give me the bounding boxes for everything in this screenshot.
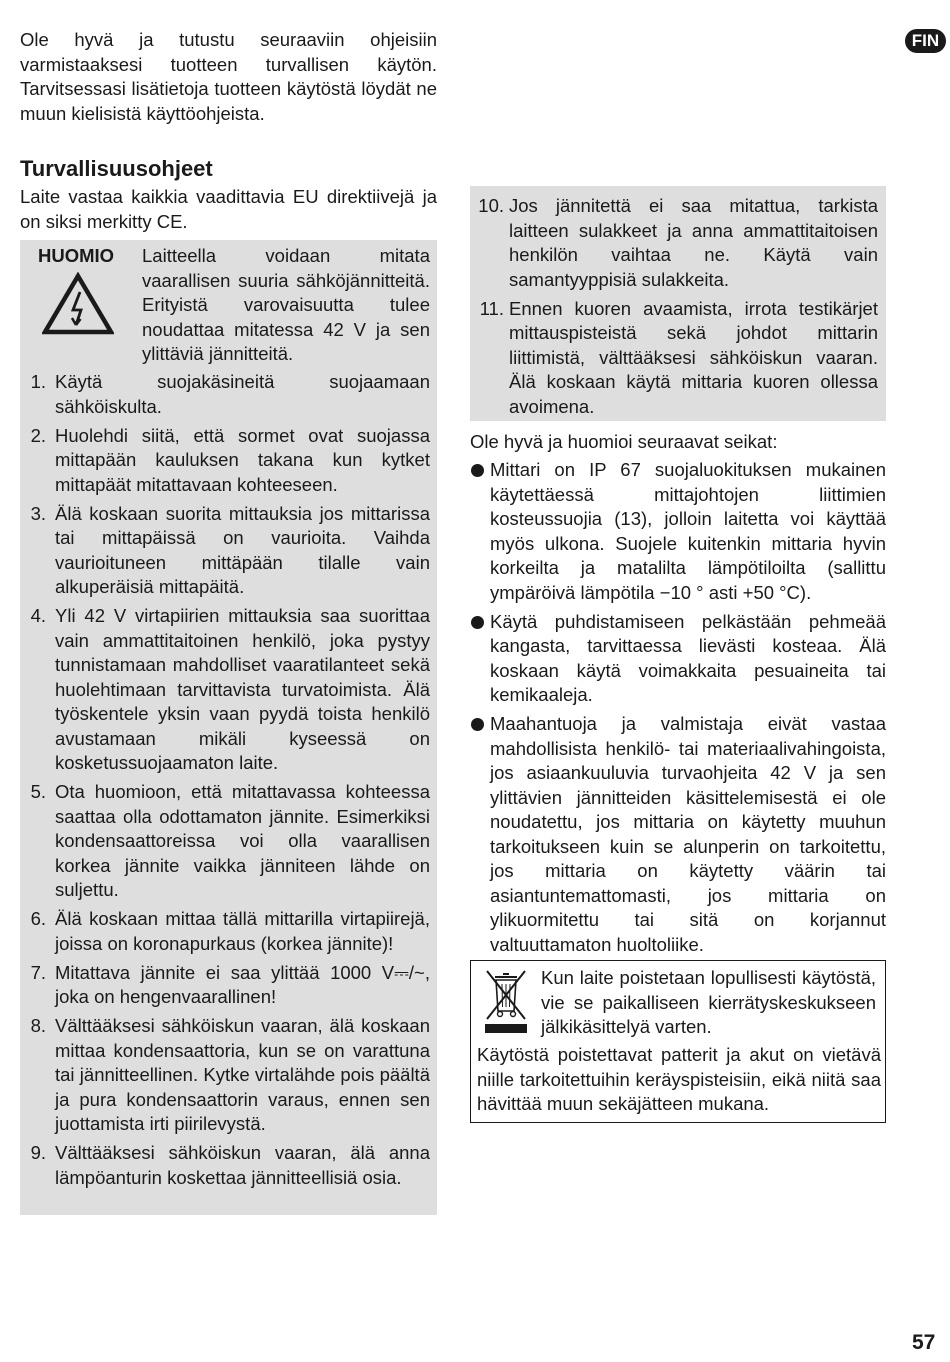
list-item: 8. Välttääksesi sähköiskun vaaran, älä koskaan mittaa kondensaattoria, kun se on varattuna tai jännitteellinen. Kytke virtalähde pois päältä ja pura kondensaattorin varaus, ennen sen juottamista irti piirilevystä. bbox=[30, 1015, 430, 1134]
list-item: 5. Ota huomioon, että mitattavassa kohteessa saattaa olla odottamaton jännite. Esimerkiksi kondensaattoreissa voi olla vaarallisen korkea jännite vaikka jänniteen lähde on suljettu. bbox=[30, 781, 430, 900]
safety-intro: Laite vastaa kaikkia vaadittavia EU direktiivejä ja on siksi merkitty CE. bbox=[20, 186, 437, 232]
list-item: Mittari on IP 67 suojaluokituksen mukainen käytettäessä mittajohtojen liittimien kosteussuojia (13), jolloin laitetta voi käyttää myös ulkona. Suojele kuitenkin mittaria hyvin korkeilta ja matalilta lämpötiloilta (sallittu ympäröivä lämpötila −10 ° asti +50 °C). bbox=[470, 458, 886, 605]
high-voltage-warning-icon bbox=[42, 272, 114, 336]
safety-box-right bbox=[470, 186, 886, 421]
disposal-text: Kun laite poistetaan lopullisesti käytöstä, vie se paikalliseen kierrätyskeskukseen jälkikäsittelyä varten. bbox=[541, 967, 876, 1037]
language-badge: FIN bbox=[905, 29, 946, 53]
list-item: 4. Yli 42 V virtapiirien mittauksia saa suorittaa vain ammattitaitoinen henkilö, joka pystyy tunnistamaan mahdolliset vaaratilanteet sekä huolehtimaan tarvittavista turvatoimista. Älä työskentele yksin vaan pyydä toista henkilö avustamaan mikäli kyseessä on kosketussuojaamaton laite. bbox=[30, 605, 430, 773]
intro-paragraph: Ole hyvä ja tutustu seuraaviin ohjeisiin varmistaaksesi tuotteen turvallisen käytön. Tarvitsessasi lisätietoja tuotteen käytöstä löydät ne muun kielisistä käyttöohjeista. bbox=[20, 29, 437, 124]
safety-list-left bbox=[24, 370, 430, 1195]
notes-intro: Ole hyvä ja huomioi seuraavat seikat: bbox=[470, 431, 778, 452]
section-title: Turvallisuusohjeet bbox=[20, 156, 213, 181]
list-item: 1. Käytä suojakäsineitä suojaamaan sähköiskulta. bbox=[30, 371, 430, 417]
warning-text: Laitteella voidaan mitata vaarallisen suuria sähköjännitteitä. Erityistä varovaisuutta tulee noudattaa mitatessa 42 V ja sen ylittäviä jännitteitä. bbox=[142, 245, 430, 364]
battery-disposal-text: Käytöstä poistettavat patterit ja akut on vietävä niille tarkoitettuihin keräyspisteisiin, eikä niitä saa hävittää muun sekäjätteen mukana. bbox=[477, 1044, 881, 1114]
crossed-out-bin-icon bbox=[483, 967, 529, 1035]
warning-label: HUOMIO bbox=[38, 245, 115, 266]
list-item: 3. Älä koskaan suorita mittauksia jos mittarissa tai mittapäissä on vaurioita. Vaihda vaurioituneen mittäpään tilalle vain alkuperäisiä mittapäitä. bbox=[30, 502, 430, 597]
bullet-icon bbox=[471, 718, 484, 731]
list-item: 9. Välttääksesi sähköiskun vaaran, älä anna lämpöanturin koskettaa jännitteellisiä osia. bbox=[30, 1142, 430, 1188]
safety-list-right bbox=[474, 194, 878, 424]
safety-box-left bbox=[20, 240, 437, 1215]
bullet-icon bbox=[471, 464, 484, 477]
list-item: 2. Huolehdi siitä, että sormet ovat suojassa mittapään kauluksen takana kun kytket mittapäät mitattavaan kohteeseen. bbox=[30, 424, 430, 495]
disposal-box bbox=[470, 960, 886, 1123]
list-item: 7. Mitattava jännite ei saa ylittää 1000 V⎓/~, joka on hengenvaarallinen! bbox=[30, 961, 430, 1007]
bullet-icon bbox=[471, 616, 484, 629]
page-number: 57 bbox=[912, 1331, 936, 1354]
list-item: 10. Jos jännitettä ei saa mitattua, tarkista laitteen sulakkeet ja anna ammattitaitoisen henkilön vaihtaa ne. Käytä vain samantyyppisiä sulakkeita. bbox=[478, 195, 878, 290]
list-item: Käytä puhdistamiseen pelkästään pehmeää kangasta, tarvittaessa lievästi kosteaa. Älä koskaan käytä voimakkaita pesuaineita tai kemikaaleja. bbox=[470, 610, 886, 708]
list-item: 11. Ennen kuoren avaamista, irrota testikärjet mittauspisteistä sekä johdot mittarin liittimistä, välttääksesi sähköiskun vaaran. Älä koskaan käytä mittaria kuoren ollessa avoimena. bbox=[479, 297, 878, 417]
list-item: Maahantuoja ja valmistaja eivät vastaa mahdollisista henkilö- tai materiaalivahingoista, jos asiaankuuluvia turvaohjeita 42 V ja sen ylittävien jännitteiden käsittelemisestä ei ole noudatettu, jos mittaria on käytetty muuhun tarkoitukseen kuin se alunperin on tarkoitettu, jos mittaria on käytetty väärin tai asiantuntemattomasti, jos mittaria on ylikuormitettu tai sitä on korjannut valtuuttamaton huoltoliike. bbox=[470, 712, 886, 957]
notes-list bbox=[470, 458, 886, 962]
list-item: 6. Älä koskaan mittaa tällä mittarilla virtapiirejä, joissa on koronapurkaus (korkea jännite)! bbox=[30, 908, 430, 954]
